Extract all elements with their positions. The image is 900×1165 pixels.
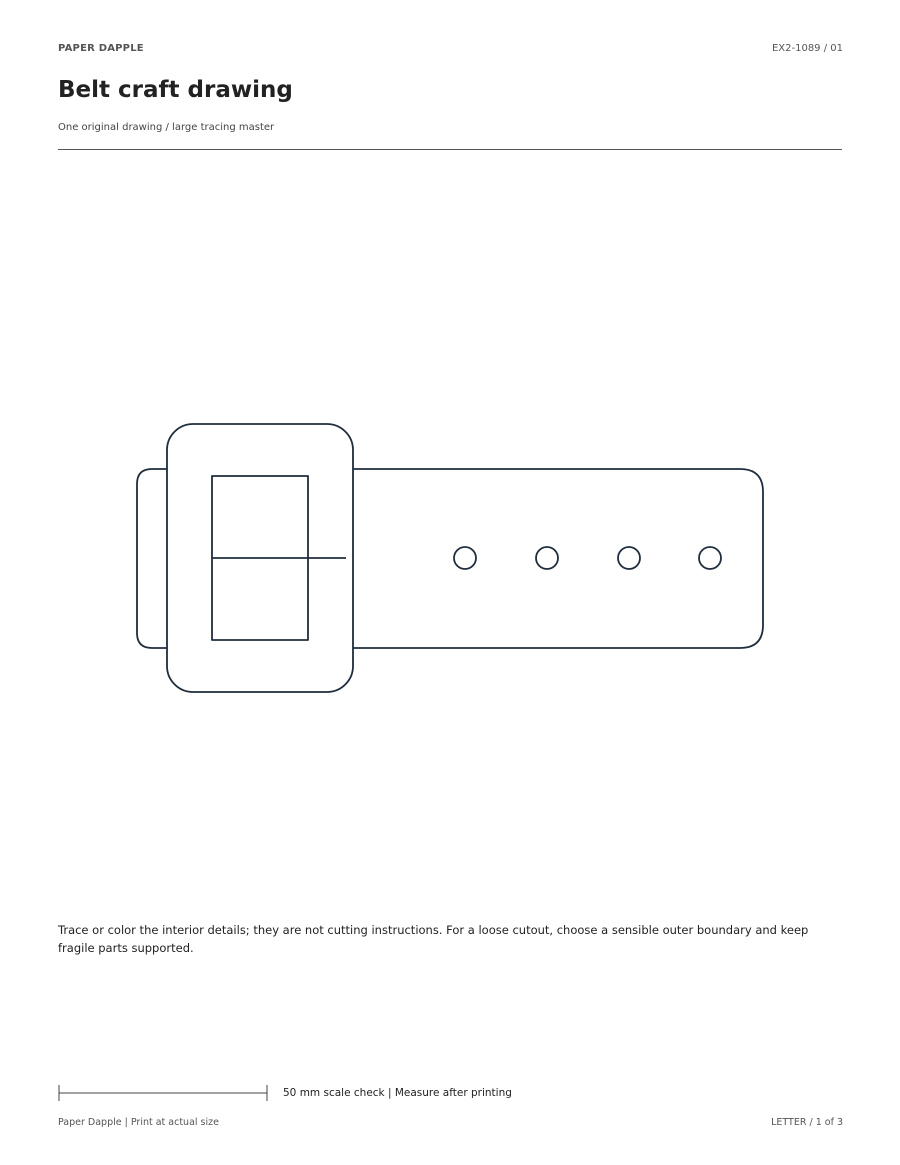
scale-label: 50 mm scale check | Measure after printing <box>283 1087 512 1099</box>
belt-hole <box>536 547 558 569</box>
footer-left: Paper Dapple | Print at actual size <box>58 1117 219 1128</box>
belt-tail-end <box>137 469 167 648</box>
page-title: Belt craft drawing <box>58 77 293 103</box>
belt-hole <box>454 547 476 569</box>
document-code: EX2-1089 / 01 <box>771 43 843 54</box>
footer-page-info: LETTER / 1 of 3 <box>771 1117 843 1128</box>
scale-bar <box>58 1085 268 1101</box>
belt-hole <box>618 547 640 569</box>
belt-hole <box>699 547 721 569</box>
page-subtitle: One original drawing / large tracing master <box>58 122 275 133</box>
brand-name: PAPER DAPPLE <box>58 43 144 54</box>
instruction-note: Trace or color the interior details; they are not cutting instructions. For a loose cutout, choose a sensible outer boundary and keep fragile parts supported. <box>58 923 809 955</box>
